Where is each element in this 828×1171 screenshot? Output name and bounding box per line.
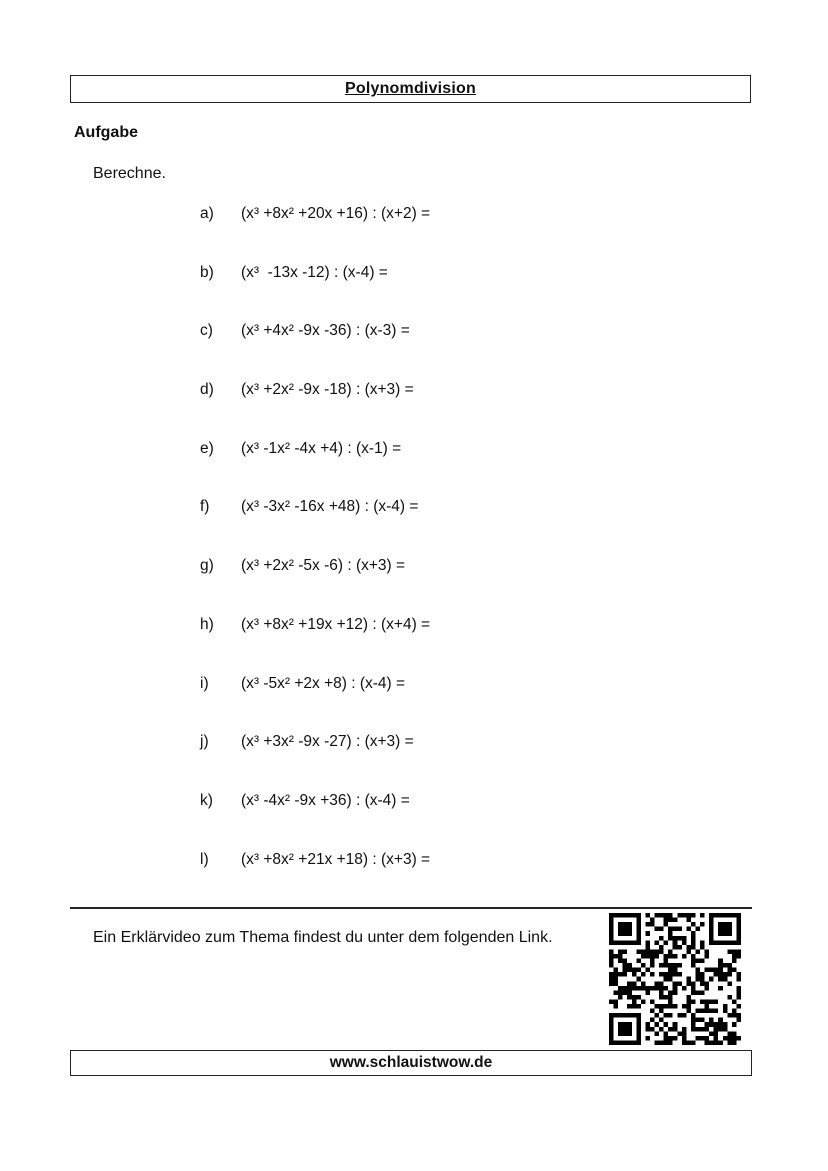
footer-link[interactable]: www.schlauistwow.de [329,1054,493,1071]
task-label: i) [200,674,209,692]
task-expression: (x³ -5x² +2x +8) : (x-4) = [241,674,406,692]
task-expression: (x³ +8x² +20x +16) : (x+2) = [241,205,431,222]
task-label: g) [200,557,214,575]
footer-box [70,1050,752,1076]
task-label: b) [200,263,214,281]
video-note: Ein Erklärvideo zum Thema findest du unter dem folgenden Link. [93,929,553,946]
task-expression: (x³ +8x² +19x +12) : (x+4) = [241,615,431,633]
instruction-text: Berechne. [93,165,166,182]
task-expression: (x³ +4x² -9x -36) : (x-3) = [241,322,410,340]
task-item [200,264,430,323]
task-expression: (x³ -4x² -9x +36) : (x-4) = [241,791,410,809]
task-expression: (x³ +2x² -5x -6) : (x+3) = [241,557,406,575]
task-item [200,851,430,910]
task-expression: (x³ +8x² +21x +18) : (x+3) = [241,850,431,868]
task-label: e) [200,439,214,457]
task-expression: (x³ -1x² -4x +4) : (x-1) = [241,439,402,457]
footer-divider [70,907,752,909]
task-label: k) [200,791,213,809]
task-item [200,733,430,792]
task-label: j) [200,733,209,751]
task-expression: (x³ -13x -12) : (x-4) = [241,263,388,281]
qr-code-icon[interactable] [605,913,745,1045]
task-expression: (x³ -3x² -16x +48) : (x-4) = [241,498,419,516]
task-list [200,205,430,909]
page-title: Polynomdivision [344,80,476,97]
section-heading: Aufgabe [74,124,138,141]
task-expression: (x³ +3x² -9x -27) : (x+3) = [241,733,414,751]
task-item [200,675,430,734]
task-label: f) [200,498,210,516]
task-label: a) [200,205,214,222]
task-item [200,498,430,557]
task-item [200,557,430,616]
title-box [70,75,751,103]
task-label: c) [200,322,213,340]
task-item [200,616,430,675]
task-item [200,440,430,499]
task-label: d) [200,381,214,399]
task-item [200,792,430,851]
task-item [200,205,430,264]
task-item [200,322,430,381]
task-label: l) [200,850,209,868]
task-label: h) [200,615,214,633]
task-item [200,381,430,440]
task-expression: (x³ +2x² -9x -18) : (x+3) = [241,381,414,399]
